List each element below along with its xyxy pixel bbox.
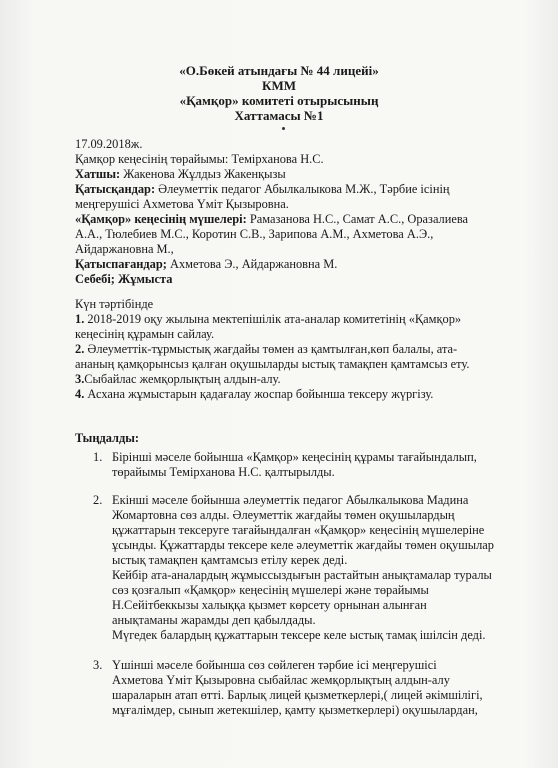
heard-item-2-line-6: Кейбір ата-аналардың жұмыссыздығын растайтын анықтамалар туралы <box>112 568 492 582</box>
heard-item-3-line-4: мұғалімдер, сынып жетекшілер, қамту қызметкерлері) оқушылардан, <box>112 703 478 717</box>
agenda-item-number: 4. <box>75 387 85 401</box>
heard-item-2-line-5: ыстық тамақпен қамтамсыз етілу керек деді. <box>112 553 348 567</box>
agenda-item-text: Асхана жұмыстарын қадағалау жоспар бойынша тексеру жүргізу. <box>84 387 434 401</box>
heard-item-2-line-7: сөз қозғалып «Қамқор» кеңесінің мүшелері және төрайымы <box>112 583 429 597</box>
members-continuation-2: Айдаржановна М., <box>75 242 174 256</box>
secretary-value: Жакенова Жұлдыз Жакенқызы <box>120 167 286 181</box>
secretary-label: Хатшы: <box>75 167 121 181</box>
heard-item-2-line-3: құжаттарын тексеруге тағайындалған «Қамқор» кеңесінің мүшелеріне <box>112 523 485 537</box>
secretary-line <box>75 167 286 181</box>
members-continuation-1: А.А., Тюлебиев М.С., Коротин С.В., Зарипова А.М., Ахметова А.Э., <box>75 227 434 241</box>
heard-item-3-line-1: Үшінші мәселе бойынша сөз сөйлеген тәрбие ісі меңгерушісі <box>112 658 437 672</box>
agenda-item-number: 2. <box>75 342 85 356</box>
chair-line <box>75 152 324 166</box>
chair-value: Темірханова Н.С. <box>231 152 324 166</box>
attendees-continuation: меңгерушісі Ахметова Үміт Қызыровна. <box>75 197 289 211</box>
attendees-value: Әлеуметтік педагог Абылкалыкова М.Ж., Тәрбие ісінің <box>155 182 450 196</box>
agenda-item-text: Әлеуметтік-тұрмыстық жағдайы төмен аз қамтылған,көп балалы, ата- <box>84 342 458 356</box>
absent-value: Ахметова Э., Айдаржановна М. <box>166 257 338 271</box>
heard-item-2-line-4: ұсынды. Құжаттарды тексере келе әлеуметтік жағдайы төмен оқушылар <box>112 538 494 552</box>
absent-line <box>75 257 337 271</box>
members-label: «Қамқор» кеңесінің мүшелері: <box>75 212 247 226</box>
committee-title: «Қамқор» комитеті отырысының <box>179 93 379 108</box>
absent-label: Қатыспағандар; <box>75 257 167 271</box>
members-value: Рамазанова Н.С., Самат А.С., Оразалиева <box>246 212 469 226</box>
attendees-label: Қатысқандар: <box>75 182 156 196</box>
stray-dot-mark <box>282 127 285 130</box>
agenda-title: Күн тәртібінде <box>75 297 154 311</box>
agenda-item-1 <box>75 312 461 326</box>
attendees-line <box>75 182 450 196</box>
heard-item-2-line-1: Екінші мәселе бойынша әлеуметтік педагог Абылкалыкова Мадина <box>112 493 469 507</box>
meeting-date: 17.09.2018ж. <box>75 137 143 151</box>
heard-item-2-line-9: анықтаманы жарамды деп қабылдады. <box>112 613 316 627</box>
heard-item-3-line-2: Ахметова Үміт Қызыровна сыбайлас жемқорлықтың алдын-алу <box>112 673 450 687</box>
agenda-item-2-continuation: ананың қамқорынсыз қалған оқушыларды ыстық тамақпен қамтамсыз ету. <box>75 357 470 371</box>
agenda-item-2 <box>75 342 457 356</box>
protocol-title: Хаттамасы №1 <box>234 108 324 123</box>
members-line <box>75 212 468 226</box>
organization-type: КММ <box>262 78 296 93</box>
heard-title: Тыңдалды: <box>75 431 140 445</box>
agenda-item-number: 3. <box>75 372 85 386</box>
agenda-item-3 <box>75 372 281 386</box>
agenda-item-1-continuation: кеңесінің құрамын сайлау. <box>75 327 215 341</box>
agenda-item-text: 2018-2019 оқу жылына мектепішілік ата-аналар комитетінің «Қамқор» <box>84 312 462 326</box>
heard-item-3-number: 3. <box>93 658 103 672</box>
heard-item-2-line-2: Жомартовна сөз алды. Әлеуметтік жағдайы төмен оқушылардың <box>112 508 455 522</box>
agenda-item-number: 1. <box>75 312 85 326</box>
agenda-item-text: Сыбайлас жемқорлықтың алдын-алу. <box>84 372 281 386</box>
heard-item-1-number: 1. <box>93 450 103 464</box>
heard-item-2-number: 2. <box>93 493 103 507</box>
chair-label: Қамқор кеңесінің төрайымы: <box>75 152 232 166</box>
reason-line: Себебі; Жұмыста <box>75 272 173 286</box>
heard-item-2-line-10: Мүгедек балардың құжаттарын тексере келе ыстық тамақ ішілсін деді. <box>112 628 486 642</box>
heard-item-1-line-1: Бірінші мәселе бойынша «Қамқор» кеңесінің құрамы тағайындалып, <box>112 450 477 464</box>
heard-item-2-line-8: Н.Сейітбеккызы халыққа қызмет көрсету орнынан алынған <box>112 598 427 612</box>
agenda-item-4 <box>75 387 433 401</box>
heard-item-3-line-3: шараларын атап өтті. Барлық лицей қызметкерлері,( лицей әкімшілігі, <box>112 688 483 702</box>
heard-item-1-line-2: төрайымы Темірханова Н.С. қалтырылды. <box>112 465 335 479</box>
school-name: «О.Бөкей атындағы № 44 лицейі» <box>179 63 379 78</box>
